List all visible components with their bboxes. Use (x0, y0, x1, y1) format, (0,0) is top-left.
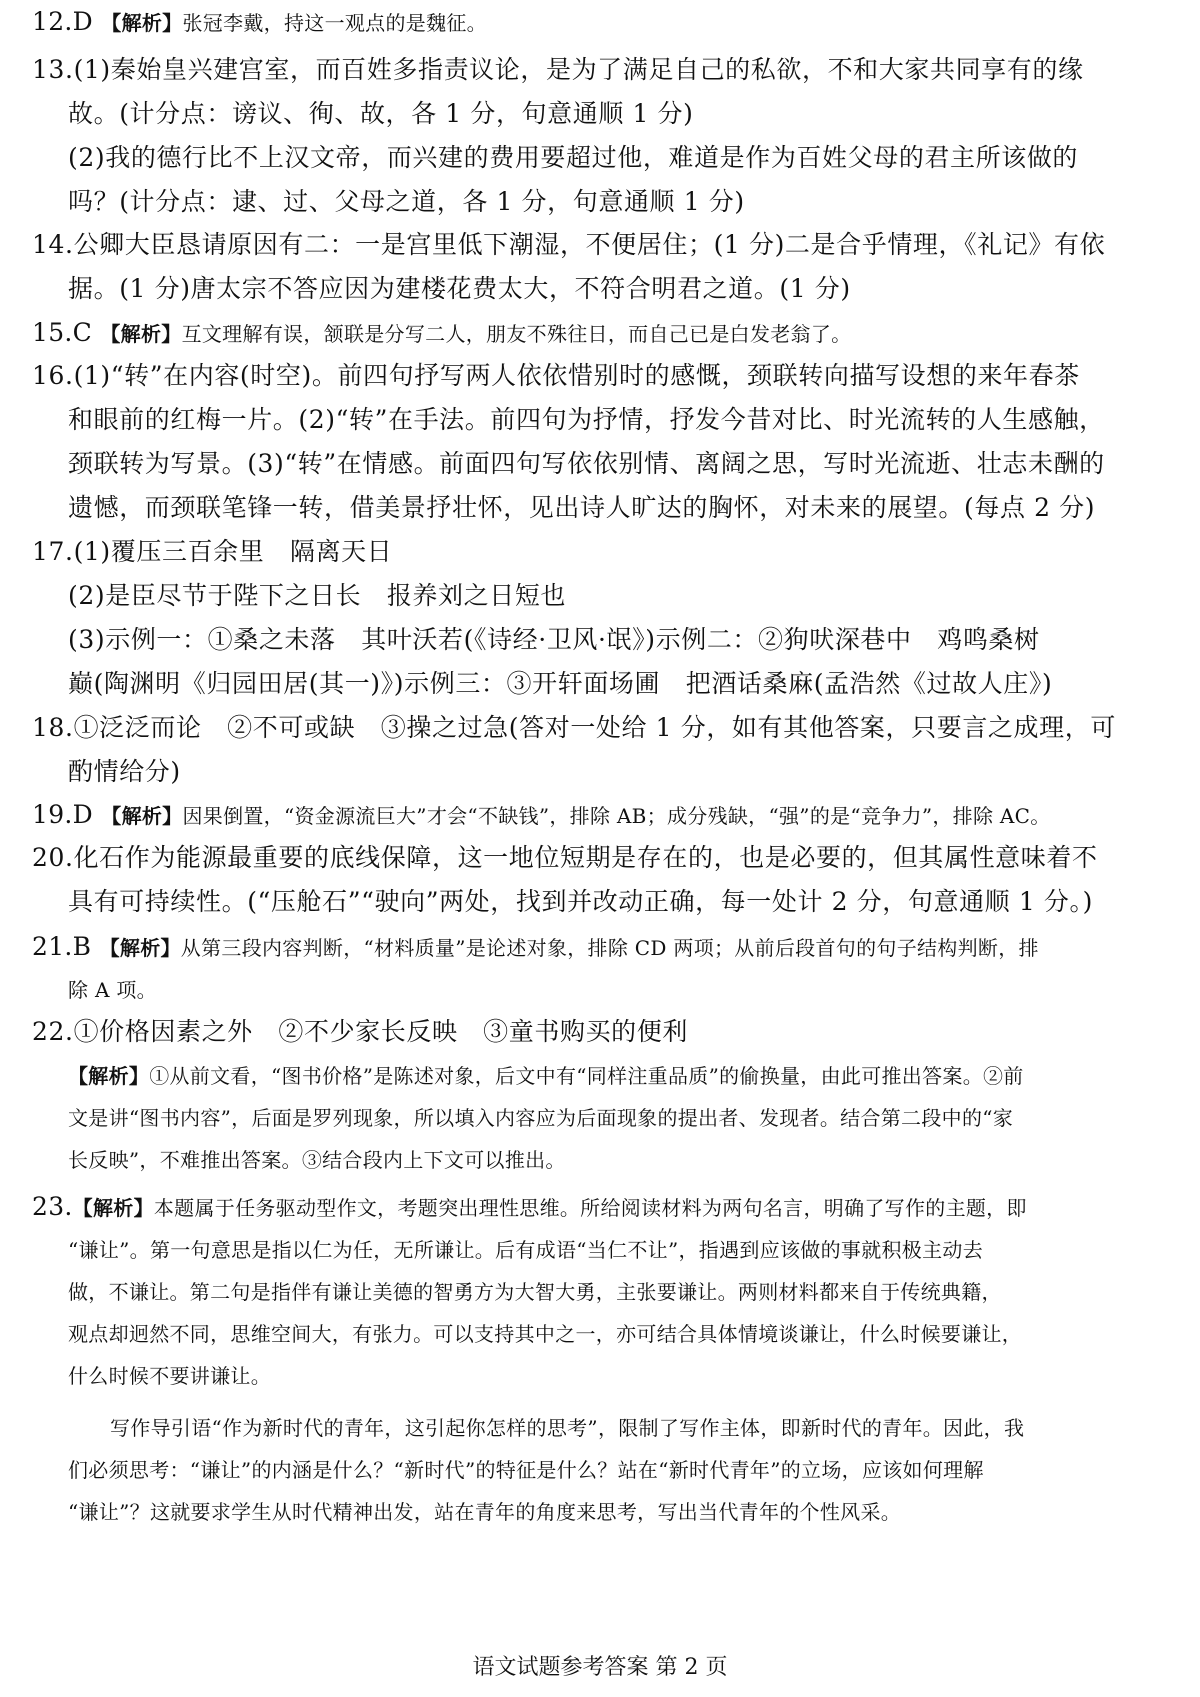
answer-text: 们必须思考：“谦让”的内涵是什么？“新时代”的特征是什么？站在“新时代青年”的立场，应该如何理解 (68, 1458, 984, 1482)
answer-text: 化石作为能源最重要的底线保障，这一地位短期是存在的，也是必要的，但其属性意味着不 (73, 843, 1098, 872)
answer-text: 酌情给分) (68, 757, 181, 786)
answer-line (32, 1012, 688, 1048)
analysis-tag: 【解析】 (101, 804, 183, 828)
answer-text: D (72, 800, 102, 829)
answer-line (68, 1454, 984, 1483)
question-number: 15. (32, 318, 73, 347)
answer-text: 写作导引语“作为新时代的青年，这引起你怎样的思考”，限制了写作主体，即新时代的青年。因此，我 (110, 1416, 1025, 1440)
answer-text: 除 A 项。 (68, 978, 157, 1002)
answer-line (68, 488, 1095, 524)
answer-line (32, 225, 1105, 261)
answer-line (32, 800, 1051, 829)
analysis-text: 张冠李戴，持这一观点的是魏征。 (182, 11, 487, 35)
analysis-tag: 【解析】 (100, 322, 182, 346)
answer-text: (2)是臣尽节于陛下之日长 报养刘之日短也 (68, 581, 567, 610)
answer-line (68, 269, 851, 305)
answer-text: 公卿大臣恳请原因有二：一是宫里低下潮湿，不便居住；(1 分)二是合乎情理，《礼记》有依 (73, 230, 1106, 259)
answer-text: 长反映”，不难推出答案。③结合段内上下文可以推出。 (68, 1148, 566, 1172)
answer-text: 遗憾，而颈联笔锋一转，借美景抒壮怀，见出诗人旷达的胸怀，对未来的展望。(每点 2 分) (68, 493, 1096, 522)
answer-text: 据。(1 分)唐太宗不答应因为建楼花费太大，不符合明君之道。(1 分) (68, 274, 851, 303)
answer-line (68, 1144, 566, 1173)
answer-line (32, 318, 851, 347)
answer-line (68, 620, 1040, 656)
answer-text: (1)覆压三百余里 隔离天日 (73, 537, 393, 566)
answer-text: 巅(陶渊明《归园田居(其一)》)示例三：③开轩面场圃 把酒话桑麻(孟浩然《过故人庄》) (68, 669, 1053, 698)
analysis-text: 因果倒置，“资金源流巨大”才会“不缺钱”，排除 AB；成分残缺，“强”的是“竞争力”，排除 AC。 (182, 804, 1051, 828)
question-number: 17. (32, 537, 74, 566)
analysis-text: ①从前文看，“图书价格”是陈述对象，后文中有“同样注重品质”的偷换量，由此可推出答案。②前 (149, 1064, 1024, 1088)
answer-line (32, 932, 1039, 961)
analysis-text: 从第三段内容判断，“材料质量”是论述对象，排除 CD 两项；从前后段首句的句子结构判断，排 (180, 936, 1039, 960)
answer-line (68, 882, 1093, 918)
question-number: 12. (32, 7, 73, 36)
question-number: 18. (32, 713, 74, 742)
question-number: 13. (32, 55, 74, 84)
answer-text: 做，不谦让。第二句是指伴有谦让美德的智勇方为大智大勇，主张要谦让。两则材料都来自于传统典籍， (68, 1280, 1002, 1304)
answer-line (32, 708, 1116, 744)
analysis-tag: 【解析】 (68, 1064, 150, 1088)
answer-line (68, 400, 1105, 436)
answer-text: D (72, 7, 102, 36)
question-number: 19. (32, 800, 73, 829)
analysis-tag: 【解析】 (99, 936, 181, 960)
answer-text: “谦让”。第一句意思是指以仁为任，无所谦让。后有成语“当仁不让”，指遇到应该做的事就积极主动去 (68, 1238, 983, 1262)
answer-line (68, 94, 694, 130)
question-number: 16. (32, 361, 74, 390)
answer-text: 颈联转为写景。(3)“转”在情感。前面四句写依依别情、离阔之思，写时光流逝、壮志未酬的 (68, 449, 1105, 478)
answer-line (68, 1360, 271, 1389)
answer-text: B (72, 932, 100, 961)
answer-text: ①价格因素之外 ②不少家长反映 ③童书购买的便利 (73, 1017, 688, 1046)
answer-line (32, 7, 487, 36)
answer-line (68, 974, 157, 1003)
answer-line (68, 1060, 1024, 1089)
answer-text: ①泛泛而论 ②不可或缺 ③操之过急(答对一处给 1 分，如有其他答案，只要言之成理，可 (73, 713, 1116, 742)
answer-line (68, 1234, 983, 1263)
question-number: 22. (32, 1017, 74, 1046)
analysis-text: 互文理解有误，颔联是分写二人，朋友不殊往日，而自己已是白发老翁了。 (181, 322, 852, 346)
answer-line (68, 1276, 1002, 1305)
answer-text: (1)秦始皇兴建宫室，而百姓多指责议论，是为了满足自己的私欲，不和大家共同享有的缘 (73, 55, 1084, 84)
answer-line (68, 576, 566, 612)
answer-text: 文是讲“图书内容”，后面是罗列现象，所以填入内容应为后面现象的提出者、发现者。结合第二段中的“家 (68, 1106, 1014, 1130)
analysis-text: 本题属于任务驱动型作文，考题突出理性思维。所给阅读材料为两句名言，明确了写作的主题，即 (153, 1196, 1027, 1220)
answer-text: 具有可持续性。(“压舱石”“驶向”两处，找到并改动正确，每一处计 2 分，句意通顺 1 分。) (68, 887, 1093, 916)
answer-line (68, 444, 1105, 480)
answer-line (68, 1318, 1022, 1347)
answer-text: C (72, 318, 101, 347)
answer-text: (1)“转”在内容(时空)。前四句抒写两人依依惜别时的感慨，颈联转向描写设想的来年春茶 (73, 361, 1080, 390)
answer-text: (3)示例一：①桑之未落 其叶沃若(《诗经·卫风·氓》)示例二：②狗吠深巷中 鸡鸣桑树 (68, 625, 1040, 654)
analysis-tag: 【解析】 (101, 11, 183, 35)
answer-text: 和眼前的红梅一片。(2)“转”在手法。前四句为抒情，抒发今昔对比、时光流转的人生感触， (68, 405, 1105, 434)
page-footer: 语文试题参考答案 第 2 页 (472, 1655, 728, 1680)
answer-line (110, 1412, 1024, 1441)
answer-line (32, 356, 1080, 392)
answer-text: (2)我的德行比不上汉文帝，而兴建的费用要超过他，难道是作为百姓父母的君主所该做的 (68, 143, 1079, 172)
question-number: 23. (32, 1192, 73, 1221)
question-number: 21. (32, 932, 73, 961)
answer-line (32, 838, 1098, 874)
question-number: 14. (32, 230, 74, 259)
answer-text: 什么时候不要讲谦让。 (68, 1364, 271, 1388)
answer-line (68, 1102, 1013, 1131)
answer-line (32, 1192, 1027, 1221)
answer-text: 吗？(计分点：逮、过、父母之道，各 1 分，句意通顺 1 分) (68, 187, 745, 216)
answer-line (68, 664, 1052, 700)
answer-line (68, 182, 745, 218)
analysis-tag: 【解析】 (72, 1196, 154, 1220)
answer-line (68, 1496, 901, 1525)
answer-line (68, 752, 181, 788)
answer-line (32, 532, 392, 568)
answer-text: 故。(计分点：谤议、徇、故，各 1 分，句意通顺 1 分) (68, 99, 694, 128)
answer-line (32, 50, 1084, 86)
answer-line (68, 138, 1078, 174)
answer-text: “谦让”？这就要求学生从时代精神出发，站在青年的角度来思考，写出当代青年的个性风采。 (68, 1500, 902, 1524)
question-number: 20. (32, 843, 74, 872)
answer-text: 观点却迥然不同，思维空间大，有张力。可以支持其中之一，亦可结合具体情境谈谦让，什么时候要谦让， (68, 1322, 1023, 1346)
